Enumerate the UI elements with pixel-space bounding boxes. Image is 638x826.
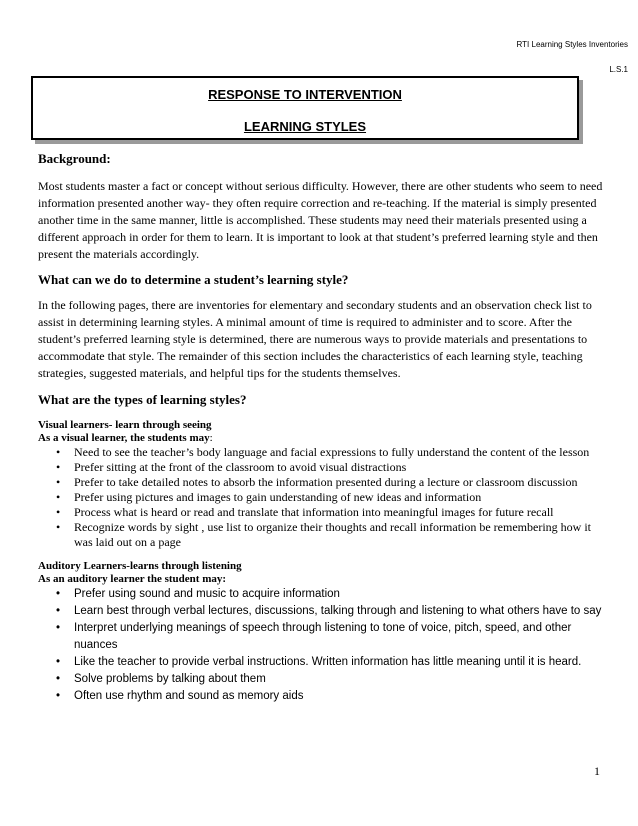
list-item: • Learn best through verbal lectures, discussions, talking through and listening to what others have to say — [74, 603, 603, 620]
list-item: • Solve problems by talking about them — [74, 671, 603, 688]
determine-heading: What can we do to determine a student’s learning style? — [38, 272, 349, 287]
list-item: • Need to see the teacher’s body language and facial expressions to fully understand the content of the lesson — [74, 445, 603, 460]
auditory-lead: As an auditory learner the student may: — [38, 573, 227, 585]
visual-list — [38, 445, 603, 550]
background-paragraph: Most students master a fact or concept without serious difficulty. However, there are other students who seem to need information presented another way- they often require correction and re-teaching. If the material is simply presented another time in the same manner, little is accomplished. These students may need their materials presented using a different approach in order for them to learn. It is important to look at that student’s preferred learning style and then present the materials accordingly. — [38, 179, 603, 261]
list-item: • Prefer using pictures and images to gain understanding of new ideas and information — [74, 490, 603, 505]
list-item: • Often use rhythm and sound as memory aids — [74, 688, 603, 705]
list-item: • Like the teacher to provide verbal instructions. Written information has little meaning until it is heard. — [74, 654, 603, 671]
list-item: • Process what is heard or read and translate that information into meaningful images for future recall — [74, 505, 603, 520]
visual-lead-colon: : — [209, 432, 213, 444]
list-item: • Prefer to take detailed notes to absorb the information presented during a lecture or classroom discussion — [74, 475, 603, 490]
visual-title: Visual learners- learn through seeing — [38, 419, 212, 431]
background-heading: Background: — [38, 151, 111, 166]
list-item: • Prefer using sound and music to acquire information — [74, 586, 603, 603]
list-item: • Prefer sitting at the front of the classroom to avoid visual distractions — [74, 460, 603, 475]
title-line-2: LEARNING STYLES — [243, 119, 367, 134]
page-number: 1 — [594, 764, 600, 778]
title-line-1: RESPONSE TO INTERVENTION — [208, 87, 402, 102]
auditory-list — [38, 586, 603, 705]
running-header-title: RTI Learning Styles Inventories — [516, 40, 628, 49]
visual-lead — [38, 432, 603, 445]
visual-lead-text: As a visual learner, the students may — [38, 432, 210, 444]
auditory-title: Auditory Learners-learns through listening — [38, 560, 242, 572]
determine-paragraph: In the following pages, there are inventories for elementary and secondary students and an observation check list to assist in determining learning styles. A minimal amount of time is required to administer and to score. After the student’s preferred learning style is determined, there are numerous ways to provide materials and presentations to accommodate that style. The remainder of this section includes the characteristics of each learning style, teaching strategies, suggested materials, and helpful tips for the students themselves. — [38, 298, 592, 380]
document-body — [38, 151, 603, 705]
types-heading: What are the types of learning styles? — [38, 392, 247, 407]
page-code: L.S.1 — [609, 65, 628, 74]
title-box — [31, 76, 579, 140]
list-item: • Recognize words by sight , use list to organize their thoughts and recall information be remembering how it was laid out on a page — [74, 520, 603, 550]
list-item: • Interpret underlying meanings of speech through listening to tone of voice, pitch, speed, and other nuances — [74, 620, 603, 654]
